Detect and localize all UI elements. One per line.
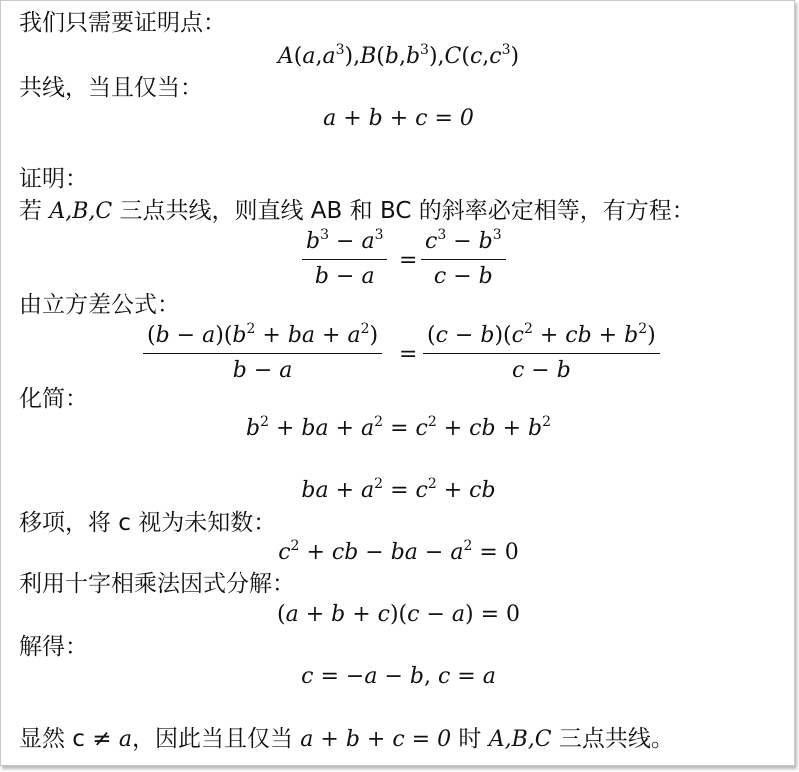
slope-statement xyxy=(19,197,695,226)
solve-label: 解得： xyxy=(19,634,88,660)
condition-formula: a + b + c = 0 xyxy=(323,106,474,131)
eq1-right-fraction: $c^3 - b^3$ c − b xyxy=(421,227,506,292)
if-text-post: 三点共线，则直线 AB 和 BC 的斜率必定相等，有方程： xyxy=(112,198,695,224)
eq5-formula: $c^2$ + cb − ba − $a^2 = 0$ xyxy=(278,538,519,565)
collinear-iff-text: 共线，当且仅当： xyxy=(19,75,203,101)
intro-text: 我们只需要证明点： xyxy=(19,10,226,36)
eq4-formula: ba + $a^2 = c^2$ + cb xyxy=(301,476,496,503)
eq7-formula: c = −a − b, c = a xyxy=(301,664,496,689)
if-text-abc: A,B,C xyxy=(49,199,113,224)
eq1-equals: = xyxy=(399,248,418,273)
simplify-label: 化简： xyxy=(19,386,88,412)
eq2-right-fraction: $(c - b)(c^2$ + cb + $b^2$) c − b xyxy=(423,321,660,386)
cube-diff-label: 由立方差公式： xyxy=(19,292,180,318)
eq6-formula: (a + b + c)(c − a) = 0 xyxy=(276,602,521,627)
conclusion-text: 显然 c ≠ a，因此当且仅当 a + b + c = 0 时 A,B,C 三点共线。 xyxy=(19,726,674,752)
eq2-left-fraction: $(b - a)(b^2$ + ba + $a^2$) b − a xyxy=(143,321,382,386)
factor-label: 利用十字相乘法因式分解： xyxy=(19,571,295,597)
eq1-left-fraction: $b^3 - a^3$ b − a xyxy=(302,227,387,292)
proof-label: 证明： xyxy=(19,166,88,192)
if-text-pre: 若 xyxy=(19,198,50,224)
points-formula: $A(a,a^3),B(b,b^3),C(c,c^3)$ xyxy=(277,42,520,69)
eq3-formula: $b^2$ + ba + $a^2 = c^2$ + cb + $b^2$ xyxy=(245,414,552,441)
move-label: 移项，将 c 视为未知数： xyxy=(19,510,277,536)
eq2-equals: = xyxy=(399,342,418,367)
